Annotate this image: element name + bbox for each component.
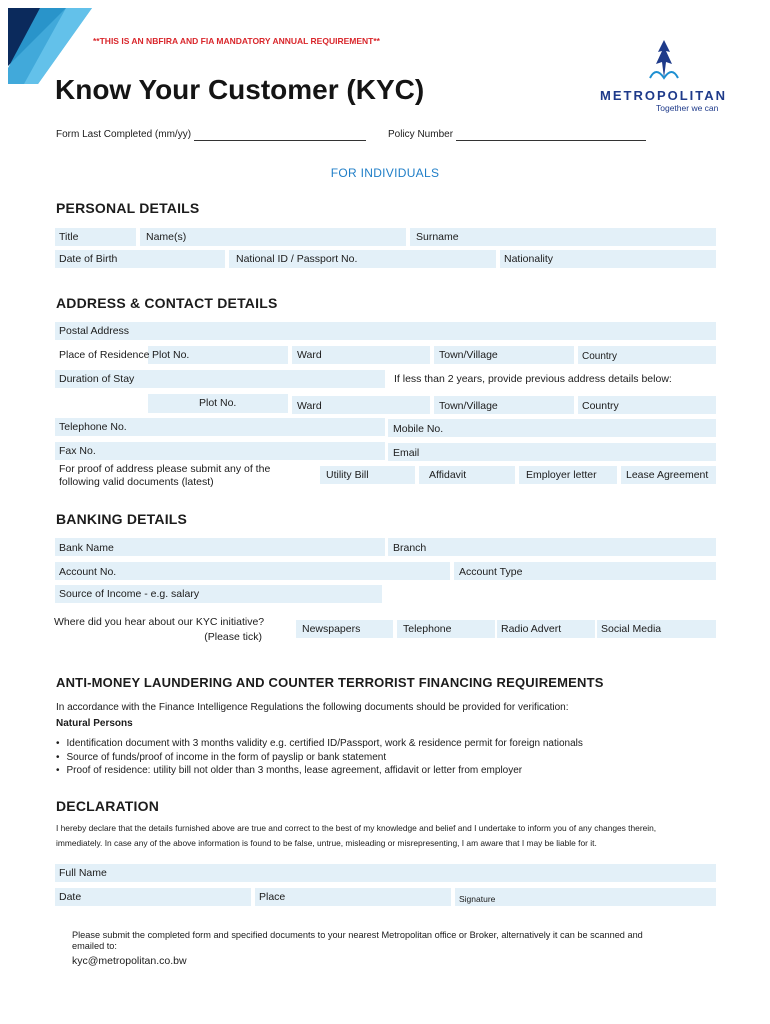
date-label: Date <box>59 891 82 903</box>
aml-requirements-list <box>56 737 583 778</box>
dob-label: Date of Birth <box>59 253 118 265</box>
affidavit-label: Affidavit <box>429 469 467 481</box>
corner-decoration <box>0 0 95 85</box>
employer-letter-label: Employer letter <box>526 469 597 481</box>
for-individuals-heading: FOR INDIVIDUALS <box>330 166 440 180</box>
policy-number-field[interactable]: Policy Number <box>388 128 646 141</box>
telephone-option-label: Telephone <box>403 623 452 635</box>
list-item: • Proof of residence: utility bill not older than 3 months, lease agreement, affidavit or letter from employer <box>56 764 583 778</box>
town-village-label: Town/Village <box>439 349 498 361</box>
submission-note: Please submit the completed form and specified documents to your nearest Metropolitan office or Broker, alternatively it can be scanned and emailed to: <box>72 930 643 951</box>
brand-tagline: Together we can <box>656 103 719 113</box>
full-name-label: Full Name <box>59 867 107 879</box>
personal-details-heading: PERSONAL DETAILS <box>56 200 200 216</box>
list-item: • Identification document with 3 months validity e.g. certified ID/Passport, work & residence permit for foreign nationals <box>56 737 583 751</box>
mobile-label: Mobile No. <box>393 423 444 435</box>
source-of-income-label: Source of Income - e.g. salary <box>59 588 200 600</box>
aml-intro: In accordance with the Finance Intelligence Regulations the following documents should be provided for verification: <box>56 702 569 713</box>
declaration-text-line1: I hereby declare that the details furnished above are true and correct to the best of my knowledge and belief and I undertake to inform you of any changes therein, <box>56 823 657 833</box>
national-id-label: National ID / Passport No. <box>236 253 358 265</box>
page-title: Know Your Customer (KYC) <box>55 74 425 105</box>
aml-heading: ANTI-MONEY LAUNDERING AND COUNTER TERRORIST FINANCING REQUIREMENTS <box>56 675 604 690</box>
newspapers-label: Newspapers <box>302 623 361 635</box>
logo-hands-icon <box>646 38 682 80</box>
declaration-heading: DECLARATION <box>56 798 160 814</box>
place-of-residence-label: Place of Residence <box>59 349 150 361</box>
prev-town-village-label: Town/Village <box>439 400 498 412</box>
account-type-label: Account Type <box>459 566 523 578</box>
mandatory-banner: **THIS IS AN NBFIRA AND FIA MANDATORY ANNUAL REQUIREMENT** <box>93 36 380 46</box>
form-last-completed-field[interactable]: Form Last Completed (mm/yy) <box>56 128 366 141</box>
place-label: Place <box>259 891 286 903</box>
title-label: Title <box>59 231 79 243</box>
prev-country-label: Country <box>582 400 619 412</box>
signature-label: Signature <box>459 894 496 904</box>
branch-field[interactable] <box>388 538 716 556</box>
date-field[interactable] <box>55 888 251 906</box>
names-label: Name(s) <box>146 231 187 243</box>
proof-of-address-label: For proof of address please submit any of the following valid documents (latest) <box>59 463 271 488</box>
radio-advert-label: Radio Advert <box>501 623 562 635</box>
account-no-label: Account No. <box>59 566 117 578</box>
bank-name-label: Bank Name <box>59 542 114 554</box>
declaration-text-line2: immediately. In case any of the above information is found to be false, untrue, misleading or misrepresenting, I am aware that I may be liable for it. <box>56 838 597 848</box>
postal-address-field[interactable] <box>55 322 716 340</box>
social-media-label: Social Media <box>601 623 662 635</box>
branch-label: Branch <box>393 542 427 554</box>
prev-ward-label: Ward <box>297 400 322 412</box>
submission-email-link[interactable]: kyc@metropolitan.co.bw <box>72 955 187 967</box>
metropolitan-logo <box>598 38 733 116</box>
fax-field[interactable] <box>55 442 385 460</box>
postal-address-label: Postal Address <box>59 325 130 337</box>
country-label: Country <box>582 351 618 362</box>
lease-agreement-label: Lease Agreement <box>626 469 709 481</box>
surname-label: Surname <box>416 231 459 243</box>
address-contact-heading: ADDRESS & CONTACT DETAILS <box>56 295 278 311</box>
list-item: • Source of funds/proof of income in the form of payslip or bank statement <box>56 751 583 765</box>
nationality-label: Nationality <box>504 253 554 265</box>
email-label: Email <box>393 447 420 459</box>
natural-persons-label: Natural Persons <box>56 718 133 729</box>
banking-details-heading: BANKING DETAILS <box>56 511 188 527</box>
prev-plot-no-label: Plot No. <box>199 397 237 409</box>
brand-name: METROPOLITAN <box>600 88 728 103</box>
ward-label: Ward <box>297 349 322 361</box>
fax-label: Fax No. <box>59 445 96 457</box>
plot-no-label: Plot No. <box>152 349 190 361</box>
hear-about-label: Where did you hear about our KYC initiative? (Please tick) <box>54 616 265 643</box>
previous-address-note: If less than 2 years, provide previous address details below: <box>394 373 672 385</box>
email-field[interactable] <box>388 443 716 461</box>
utility-bill-label: Utility Bill <box>326 469 369 481</box>
full-name-field[interactable] <box>55 864 716 882</box>
telephone-label: Telephone No. <box>59 421 127 433</box>
duration-of-stay-label: Duration of Stay <box>59 373 135 385</box>
